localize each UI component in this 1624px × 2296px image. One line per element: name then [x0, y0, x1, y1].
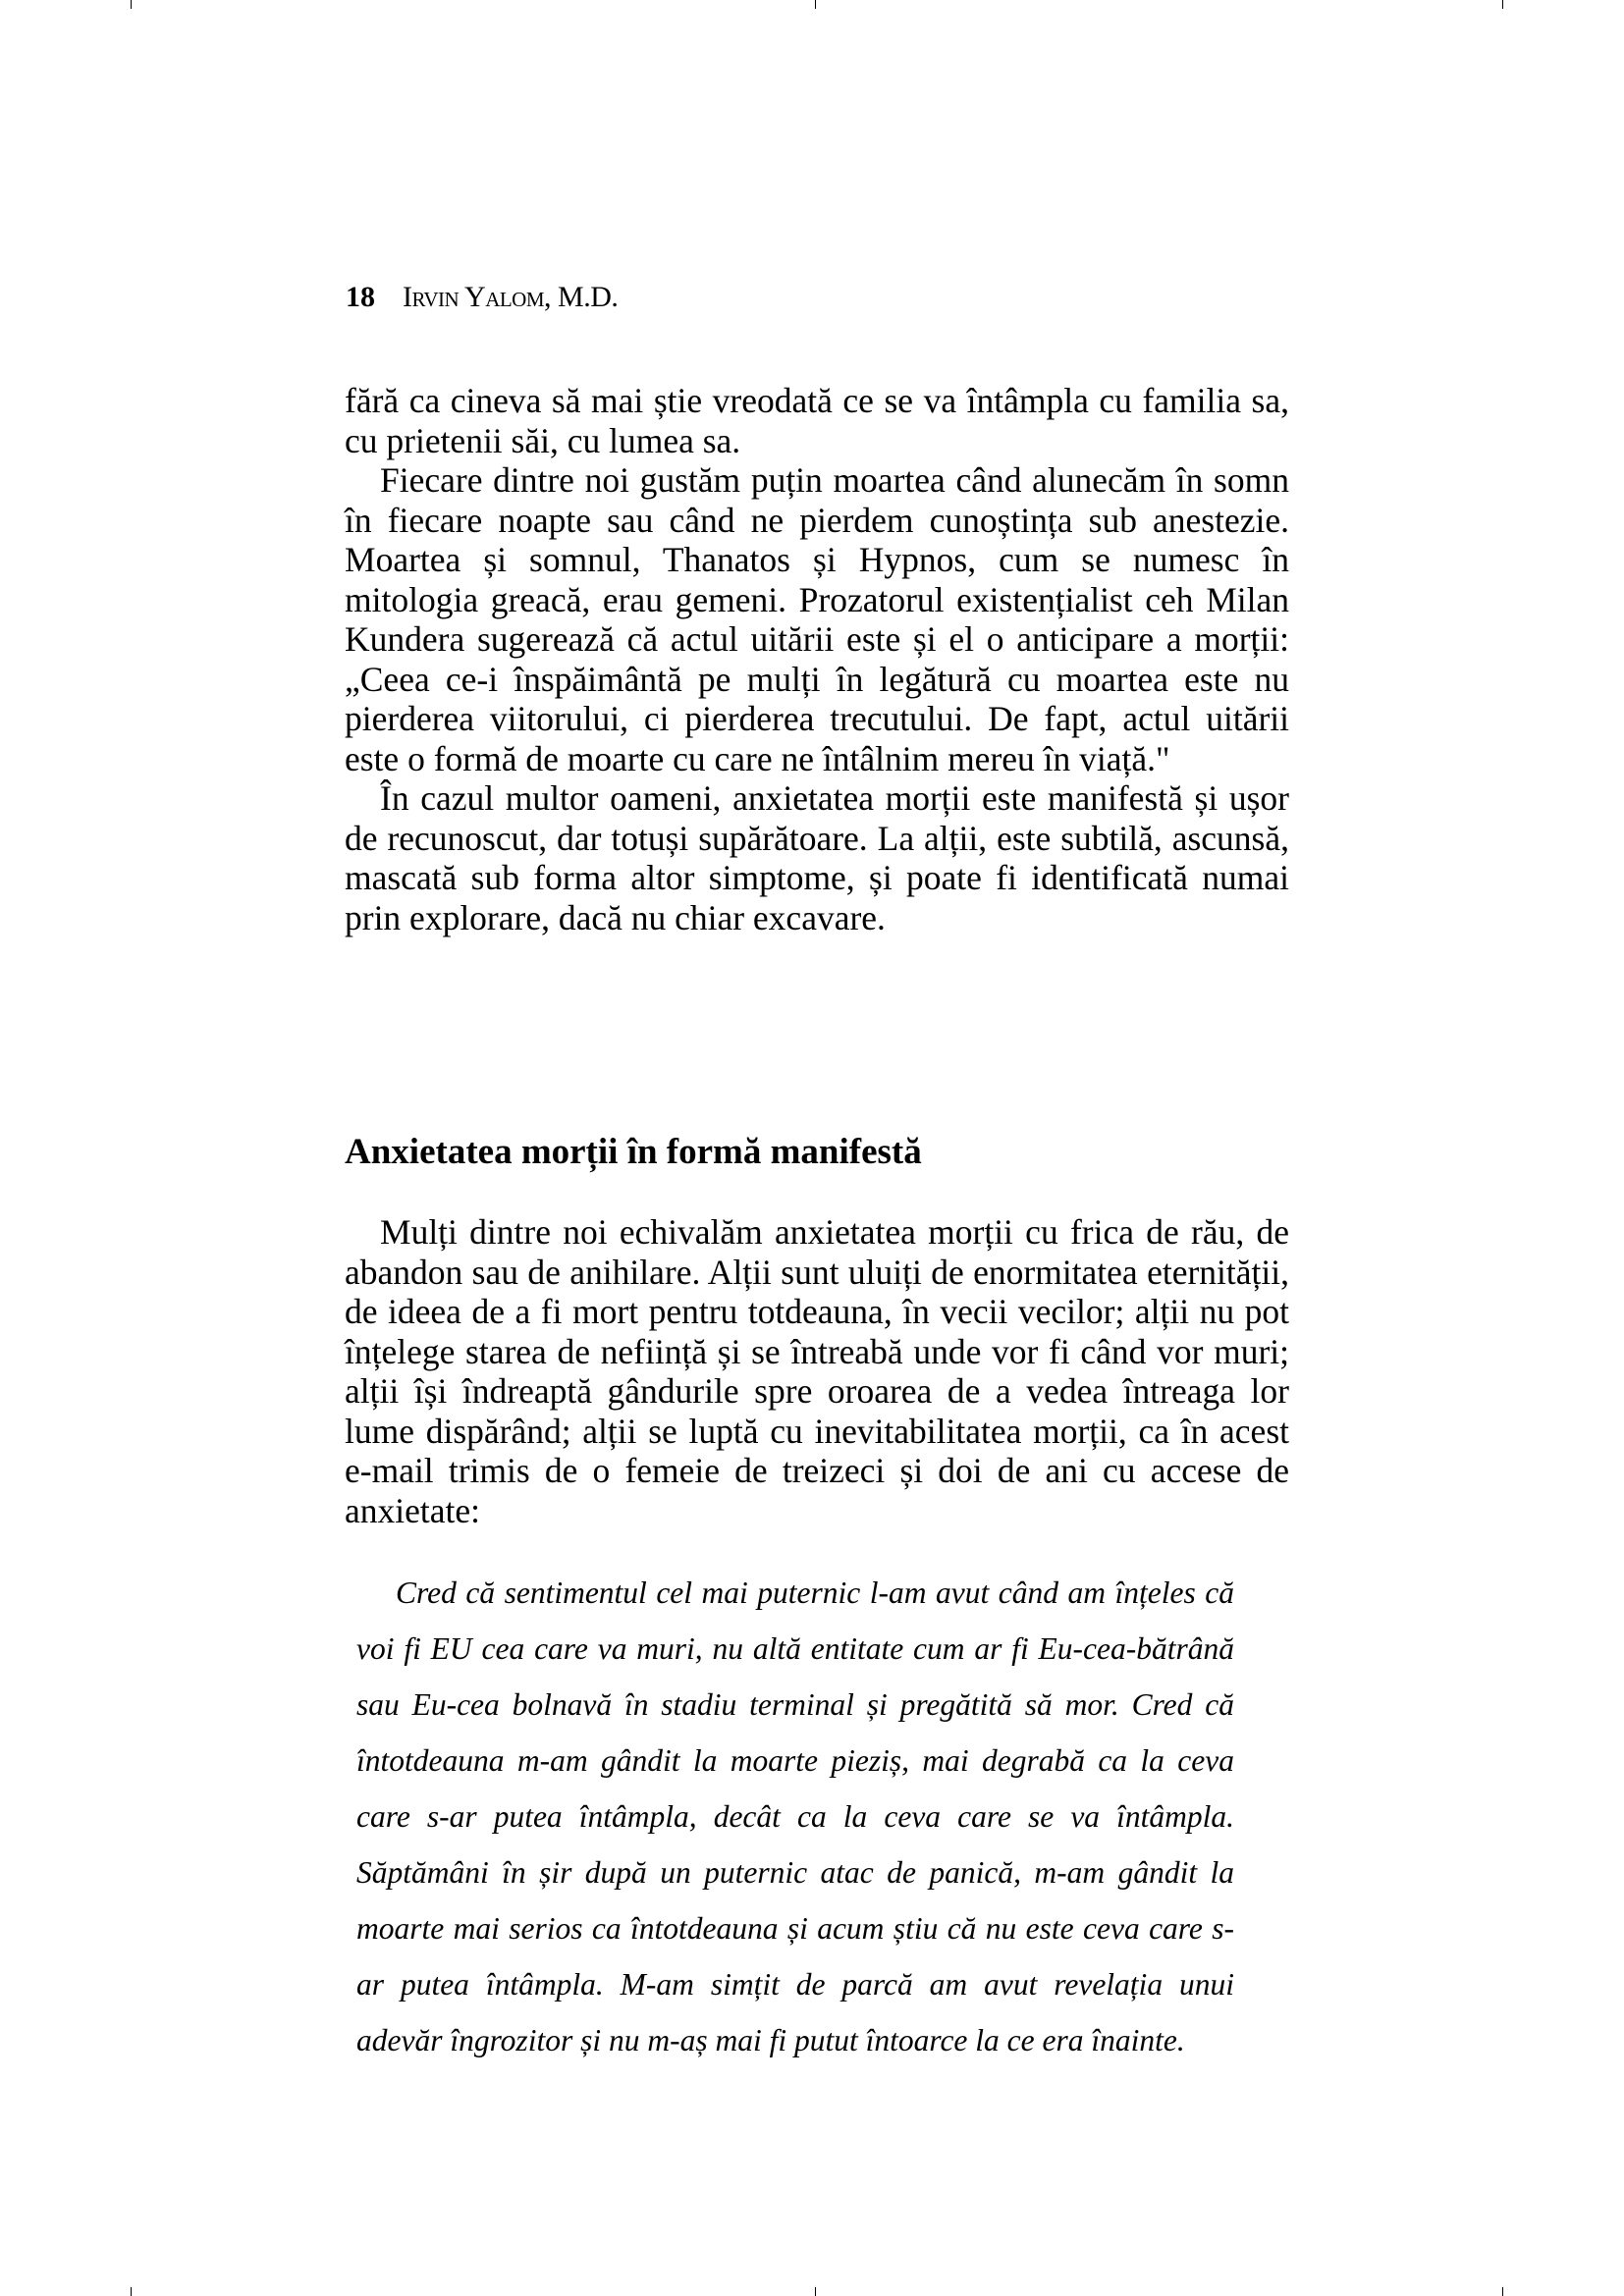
author-name: Irvin Yalom, M.D. [403, 281, 619, 313]
body-text-before-heading [345, 381, 1289, 937]
body-text-after-heading [345, 1212, 1289, 1530]
crop-mark [131, 2287, 132, 2296]
page-number: 18 [346, 281, 375, 313]
crop-mark [1502, 0, 1503, 9]
crop-mark [815, 0, 816, 9]
paragraph: Mulți dintre noi echivalăm anxietatea morții cu frica de rău, de abandon sau de anihilare. Alții sunt uluiți de enormitatea eternității, de ideea de a fi mort pentru totdeauna, în vecii vecilor; alții nu pot înțelege starea de neființă și se întreabă unde vor fi când vor muri; alții își îndreaptă gândurile spre oroarea de a vedea întreaga lor lume dispărând; alții se luptă cu inevitabilitatea morții, ca în acest e-mail trimis de o femeie de treizeci și doi de ani cu accese de anxietate: [345, 1212, 1289, 1530]
crop-mark [815, 2287, 816, 2296]
running-head [346, 281, 618, 314]
paragraph: Fiecare dintre noi gustăm puțin moartea când alunecăm în somn în fiecare noapte sau când ne pierdem cunoștința sub anestezie. Moartea și somnul, Thanatos și Hypnos, cum se numesc în mitologia greacă, erau gemeni. Prozatorul existențialist ceh Milan Kundera sugerează că actul uitării este și el o anticipare a morții: „Ceea ce-i înspăimântă pe mulți în legătură cu moartea este nu pierderea viitorului, ci pierderea trecutului. De fapt, actul uitării este o formă de moarte cu care ne întâlnim mereu în viață." [345, 460, 1289, 778]
paragraph: fără ca cineva să mai știe vreodată ce se va întâmpla cu familia sa, cu prietenii săi, cu lumea sa. [345, 381, 1289, 460]
paragraph: În cazul multor oameni, anxietatea morții este manifestă și ușor de recunoscut, dar totuși supărătoare. La alții, este subtilă, ascunsă, mascată sub forma altor simptome, și poate fi identificată numai prin explorare, dacă nu chiar excavare. [345, 778, 1289, 937]
quote-text: Cred că sentimentul cel mai puternic l-am avut când am înțeles că voi fi EU cea care va muri, nu altă entitate cum ar fi Eu-cea-bătrână sau Eu-cea bolnavă în stadiu terminal și pregătită să mor. Cred că întotdeauna m-am gândit la moarte pieziș, mai degrabă ca la ceva care s-ar putea întâmpla, decât ca la ceva care se va întâmpla. Săptămâni în șir după un puternic atac de panică, m-am gândit la moarte mai serios ca întotdeauna și acum știu că nu este ceva care s-ar putea întâmpla. M-am simțit de parcă am avut revelația unui adevăr îngrozitor și nu m-aș mai fi putut întoarce la ce era înainte. [356, 1575, 1234, 2057]
section-heading: Anxietatea morții în formă manifestă [345, 1132, 922, 1172]
crop-mark [1502, 2287, 1503, 2296]
block-quote [356, 1565, 1234, 2068]
crop-mark [131, 0, 132, 9]
